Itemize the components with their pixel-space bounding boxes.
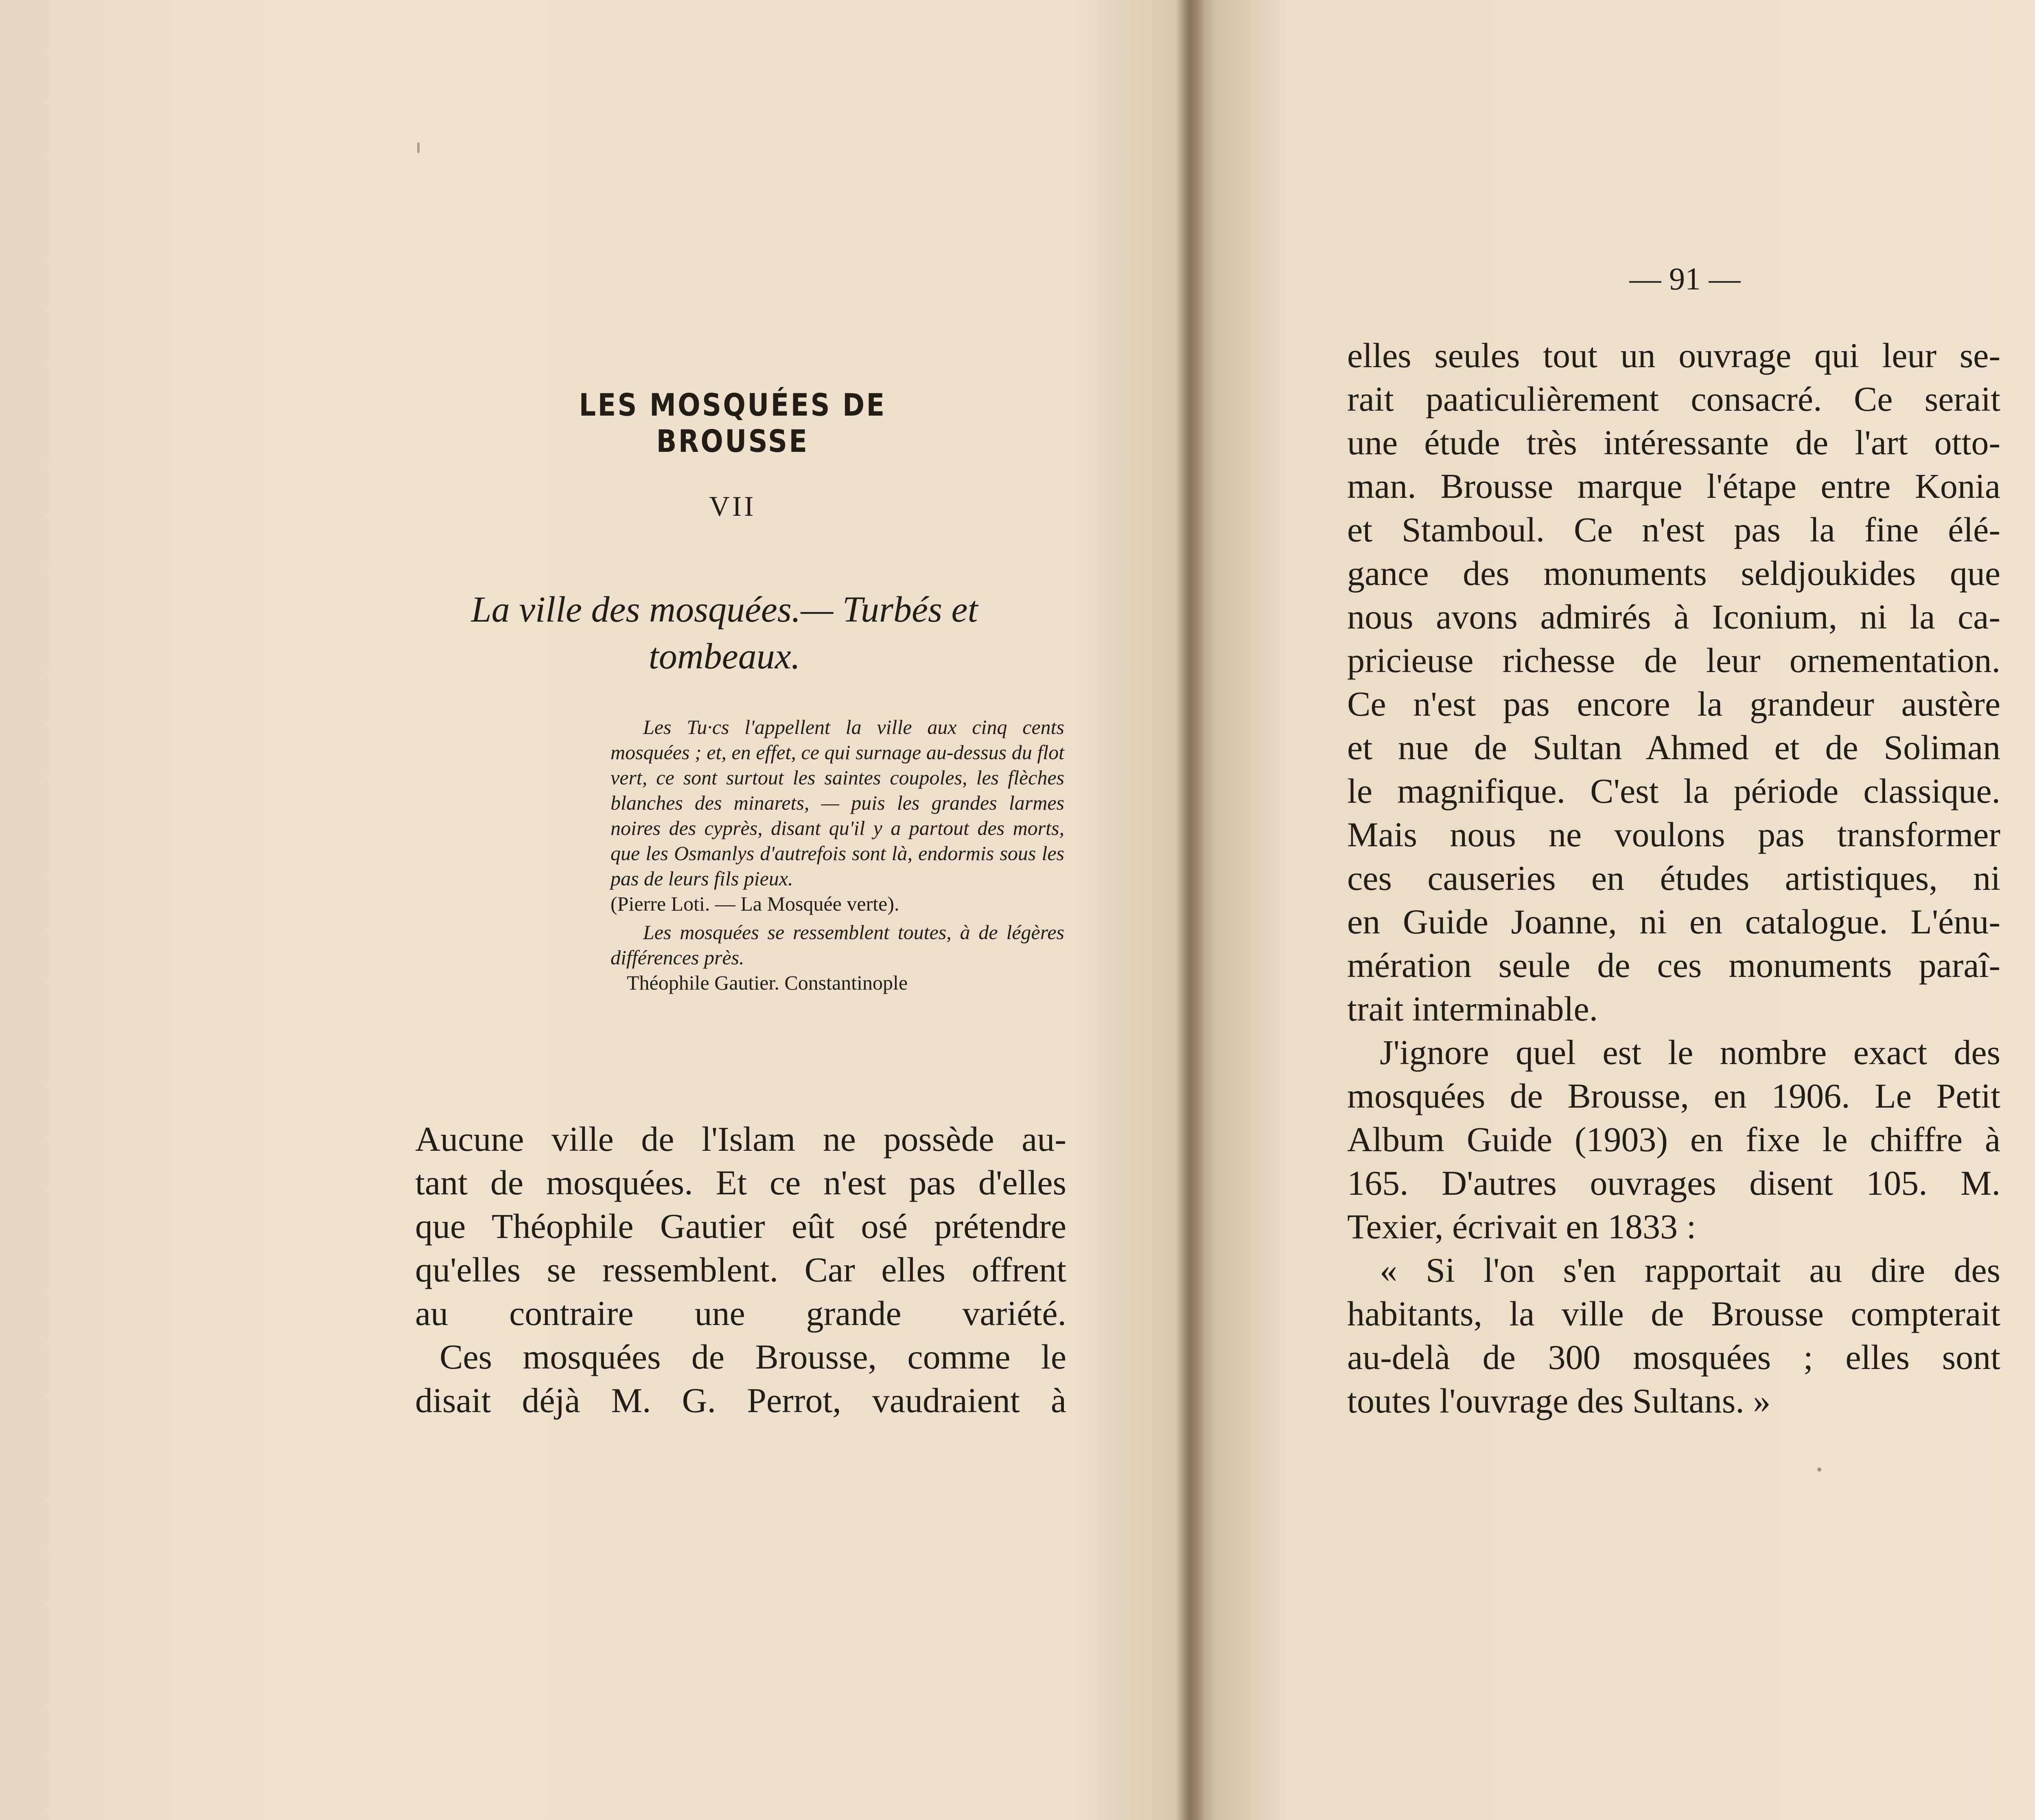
- text-line: Mais nous ne voulons pas transformer: [1347, 815, 2000, 854]
- chapter-subtitle: [415, 586, 1034, 680]
- subtitle-line-2: tombeaux.: [648, 636, 801, 677]
- text-line: trait interminable.: [1347, 989, 1598, 1028]
- text-line: Texier, écrivait en 1833 :: [1347, 1207, 1696, 1246]
- text-line: rait paaticulièrement consacré. Ce serait: [1347, 379, 2000, 418]
- text-line: qu'elles se ressemblent. Car elles offrent: [415, 1250, 1066, 1289]
- chapter-number: VII: [709, 491, 756, 522]
- text-line: Aucune ville de l'Islam ne possède au-: [415, 1119, 1066, 1159]
- text-line: et Stamboul. Ce n'est pas la fine élé-: [1347, 510, 2000, 549]
- text-line: elles seules tout un ouvrage qui leur se-: [1347, 336, 2000, 375]
- epigraph-quote-gautier: Les mosquées se ressemblent toutes, à de légères différences près.: [610, 921, 1064, 969]
- epigraph-source-gautier: Théophile Gautier. Constantinople: [627, 971, 908, 994]
- page-number: — 91 —: [1629, 261, 1741, 296]
- text-line: gance des monuments seldjoukides que: [1347, 554, 2000, 593]
- left-body-text: [415, 1117, 1066, 1422]
- text-line: Ce n'est pas encore la grandeur austère: [1347, 684, 2000, 723]
- text-line: le magnifique. C'est la période classique.: [1347, 771, 2000, 810]
- subtitle-line-1: La ville des mosquées.— Turbés et: [471, 589, 978, 630]
- epigraph-source-loti: (Pierre Loti. — La Mosquée verte).: [610, 892, 899, 915]
- epigraph: [610, 714, 1064, 995]
- text-line: toutes l'ouvrage des Sultans. »: [1347, 1381, 1771, 1420]
- text-line: ces causeries en études artistiques, ni: [1347, 859, 2000, 898]
- text-line: au contraire une grande variété.: [415, 1294, 1066, 1333]
- text-line: 165. D'autres ouvrages disent 105. M.: [1347, 1163, 2000, 1202]
- text-line: Ces mosquées de Brousse, comme le: [440, 1337, 1066, 1376]
- text-line: Album Guide (1903) en fixe le chiffre à: [1347, 1120, 2000, 1159]
- text-line: habitants, la ville de Brousse compterait: [1347, 1294, 2000, 1333]
- epigraph-quote-loti: Les Tu·cs l'appellent la ville aux cinq cents mosquées ; et, en effet, ce qui surnage au-dessus du flot vert, ce sont surtout les saintes coupoles, les flèches blanches des minarets, — puis les grandes larmes noires des cyprès, disant qu'il y a partout des morts, que les Osmanlys d'autrefois sont là, endormis sous les pas de leurs fils pieux.: [610, 716, 1064, 890]
- paper-speck: [1817, 1467, 1821, 1472]
- text-line: que Théophile Gautier eût osé prétendre: [415, 1207, 1066, 1246]
- right-page: [1195, 0, 2035, 1820]
- text-line: J'ignore quel est le nombre exact des: [1380, 1033, 2000, 1072]
- text-line: une étude très intéressante de l'art otto-: [1347, 423, 2000, 462]
- text-line: en Guide Joanne, ni en catalogue. L'énu-: [1347, 902, 2000, 941]
- text-line: tant de mosquées. Et ce n'est pas d'elles: [415, 1163, 1066, 1202]
- text-line: mération seule de ces monuments paraî-: [1347, 946, 2000, 985]
- text-line: et nue de Sultan Ahmed et de Soliman: [1347, 728, 2000, 767]
- text-line: man. Brousse marque l'étape entre Konia: [1347, 466, 2000, 506]
- text-line: mosquées de Brousse, en 1906. Le Petit: [1347, 1076, 2000, 1115]
- text-line: « Si l'on s'en rapportait au dire des: [1380, 1251, 2000, 1290]
- paper-speck: [417, 142, 420, 153]
- text-line: nous avons admirés à Iconium, ni la ca-: [1347, 597, 2000, 636]
- text-line: pricieuse richesse de leur ornementation.: [1347, 641, 2000, 680]
- text-line: au-delà de 300 mosquées ; elles sont: [1347, 1338, 2000, 1377]
- right-body-text: [1347, 334, 2000, 1423]
- text-line: disait déjà M. G. Perrot, vaudraient à: [415, 1381, 1066, 1420]
- chapter-title: LES MOSQUÉES DE BROUSSE: [579, 387, 886, 459]
